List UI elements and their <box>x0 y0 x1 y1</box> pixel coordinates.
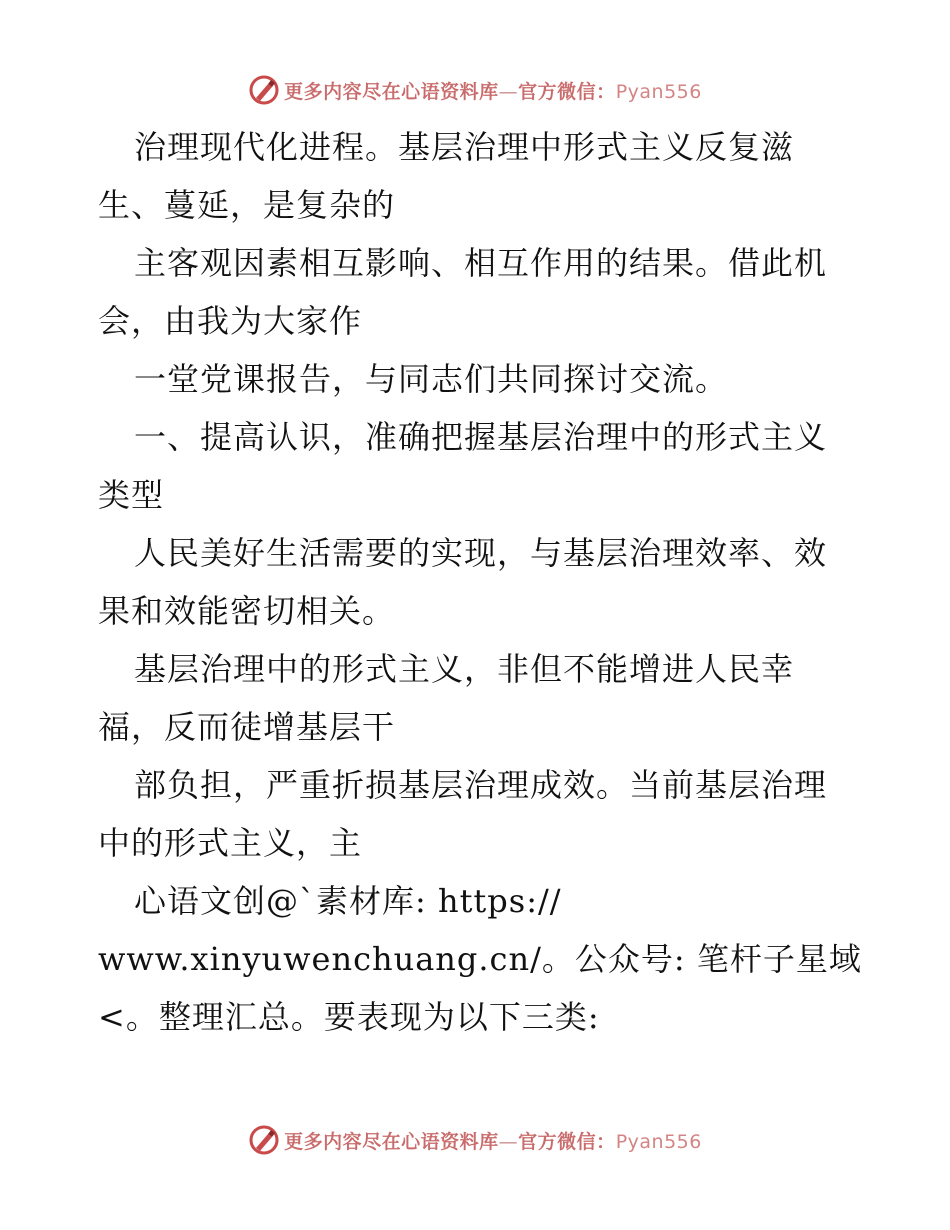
text-line: 一、提高认识，准确把握基层治理中的形式主义 <box>134 418 828 456</box>
pen-logo-icon <box>248 74 280 106</box>
pen-logo-icon <box>248 1124 280 1156</box>
footer-banner-text: 更多内容尽在心语资料库—官方微信：Pyan556 <box>284 1130 702 1153</box>
footer-banner <box>0 1120 950 1160</box>
text-line: 生、蔓延，是复杂的 <box>98 186 396 224</box>
text-line: 心语文创@`素材库: https:// <box>134 882 562 920</box>
text-line: 部负担，严重折损基层治理成效。当前基层治理 <box>134 766 828 804</box>
text-line: 一堂党课报告，与同志们共同探讨交流。 <box>134 360 729 398</box>
text-line: 基层治理中的形式主义，非但不能增进人民幸 <box>134 650 795 688</box>
text-line: 人民美好生活需要的实现，与基层治理效率、效 <box>134 534 828 572</box>
text-line: 福，反而徒增基层干 <box>98 708 396 746</box>
text-line: 类型 <box>98 476 165 514</box>
text-line: 会，由我为大家作 <box>98 302 363 340</box>
text-line: 中的形式主义，主 <box>98 824 363 862</box>
text-line: <。整理汇总。要表现为以下三类: <box>98 998 600 1036</box>
header-banner-text: 更多内容尽在心语资料库—官方微信：Pyan556 <box>284 80 702 103</box>
text-line: 果和效能密切相关。 <box>98 592 396 630</box>
text-line: www.xinyuwenchuang.cn/。公众号: 笔杆子星域 <box>98 940 862 978</box>
document-body <box>98 118 862 1046</box>
header-banner <box>0 70 950 110</box>
text-line: 治理现代化进程。基层治理中形式主义反复滋 <box>134 128 795 166</box>
text-line: 主客观因素相互影响、相互作用的结果。借此机 <box>134 244 828 282</box>
